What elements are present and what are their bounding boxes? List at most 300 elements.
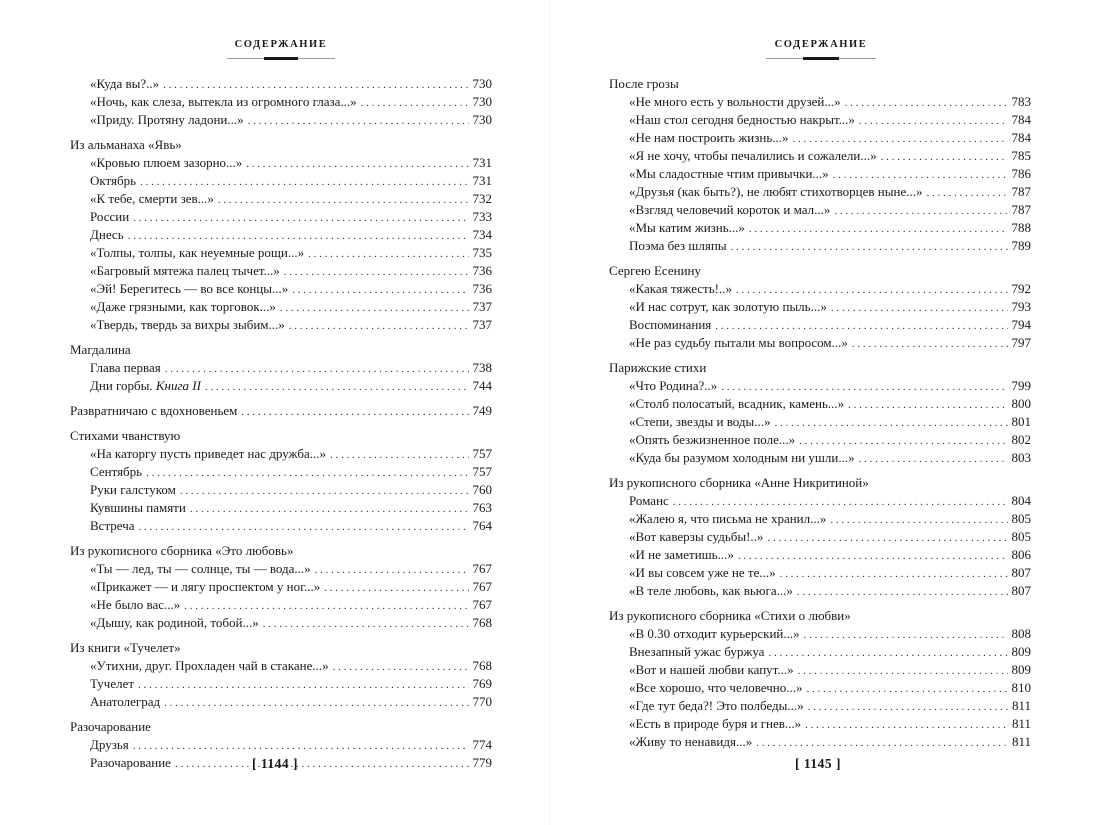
entry-title-text: «К тебе, смерти зев...» (90, 191, 214, 206)
entry-page-number: 792 (1011, 281, 1031, 296)
entry-title (90, 280, 292, 298)
dot-leader (673, 493, 1008, 511)
entry-title-text: «И вы совсем уже не те...» (629, 565, 776, 580)
entry-title (90, 481, 180, 499)
entry-title (90, 754, 175, 772)
dot-leader (738, 547, 1008, 565)
entry-title (629, 413, 774, 431)
entry-title (629, 431, 799, 449)
entry-page-number: 807 (1011, 583, 1031, 598)
entry-title-text: «Есть в природе буря и гнев...» (629, 716, 802, 731)
entry-title (90, 517, 139, 535)
dot-leader (330, 446, 469, 464)
toc-entry (70, 463, 492, 481)
entry-title (90, 614, 263, 632)
entry-title (629, 733, 756, 751)
entry-title-text: «Куда бы разумом холодным ни ушли...» (629, 450, 855, 465)
entry-title-text: Днесь (90, 227, 124, 242)
entry-page-number: 736 (472, 281, 492, 296)
dot-leader (263, 615, 469, 633)
entry-title (629, 564, 780, 582)
entry-page-number: 788 (1011, 220, 1031, 235)
toc-entry (609, 413, 1031, 431)
entry-page-number: 749 (472, 403, 492, 418)
toc-entry (609, 93, 1031, 111)
toc-entry (70, 226, 492, 244)
dot-leader (721, 378, 1007, 396)
entry-page-number: 767 (472, 597, 492, 612)
entry-page-number: 794 (1011, 317, 1031, 332)
toc-entry (609, 334, 1031, 352)
entry-title (629, 395, 848, 413)
entry-title (90, 657, 333, 675)
toc-entry (70, 244, 492, 262)
entry-title (629, 492, 673, 510)
entry-title-text: Сентябрь (90, 464, 143, 479)
entry-title-text: «Толпы, толпы, как неуемные рощи...» (90, 245, 305, 260)
section-heading: Из рукописного сборника «Это любовь» (70, 543, 294, 558)
toc-entry (609, 111, 1031, 129)
entry-title-text: «И нас сотрут, как золотую пыль...» (629, 299, 827, 314)
dot-leader (180, 482, 469, 500)
entry-page-number: 730 (472, 94, 492, 109)
dot-leader (361, 94, 469, 112)
entry-title (629, 643, 768, 661)
entry-title (629, 183, 926, 201)
entry-title-text: «Все хорошо, что человечно...» (629, 680, 803, 695)
dot-leader (248, 112, 469, 130)
entry-title-text: Внезапный ужас буржуа (629, 644, 765, 659)
entry-title (70, 402, 241, 420)
entry-page-number: 764 (472, 518, 492, 533)
entry-page-number: 811 (1011, 716, 1031, 731)
entry-title (90, 316, 289, 334)
entry-page-number: 783 (1011, 94, 1031, 109)
entry-page-number: 737 (472, 299, 492, 314)
entry-title (629, 165, 833, 183)
entry-title-text: «Какая тяжесть!..» (629, 281, 732, 296)
toc-entry (70, 111, 492, 129)
entry-title (629, 111, 859, 129)
dot-leader (926, 184, 1007, 202)
entry-title (90, 93, 361, 111)
toc-section (70, 136, 492, 334)
toc-entry (70, 560, 492, 578)
toc-entry (609, 237, 1031, 255)
toc-entry (70, 402, 492, 420)
entry-title (90, 154, 246, 172)
entry-page-number: 805 (1011, 511, 1031, 526)
toc-entry (70, 596, 492, 614)
entry-page-number: 731 (472, 155, 492, 170)
toc-entry (70, 172, 492, 190)
toc-entry (609, 449, 1031, 467)
entry-title (629, 625, 804, 643)
entry-title-text: «Не много есть у вольности друзей...» (629, 94, 841, 109)
entry-page-number: 802 (1011, 432, 1031, 447)
table-of-contents (609, 75, 1031, 758)
entry-title (90, 578, 324, 596)
dot-leader (190, 500, 469, 518)
entry-page-number: 808 (1011, 626, 1031, 641)
entry-title (629, 661, 798, 679)
toc-section (70, 542, 492, 632)
dot-leader (138, 676, 468, 694)
toc-entry (70, 736, 492, 754)
entry-page-number: 774 (472, 737, 492, 752)
entry-page-number: 786 (1011, 166, 1031, 181)
entry-title-text: «Мы сладостные чтим привычки...» (629, 166, 829, 181)
section-heading: Парижские стихи (609, 360, 707, 375)
dot-leader (175, 755, 469, 773)
entry-title-text: «Не раз судьбу пытали мы вопросом...» (629, 335, 848, 350)
entry-page-number: 785 (1011, 148, 1031, 163)
dot-leader (736, 281, 1008, 299)
dot-leader (284, 263, 469, 281)
entry-page-number: 744 (472, 378, 492, 393)
toc-entry (70, 499, 492, 517)
entry-title (629, 93, 845, 111)
entry-title-text: «Твердь, твердь за вихры зыбим...» (90, 317, 285, 332)
entry-title-text: Разочарование (90, 755, 171, 770)
toc-entry (70, 93, 492, 111)
entry-page-number: 809 (1011, 644, 1031, 659)
entry-title (90, 298, 280, 316)
entry-title (90, 359, 165, 377)
entry-title-text: «Жалею я, что письма не хранил...» (629, 511, 827, 526)
entry-title-text: «В 0.30 отходит курьерский...» (629, 626, 800, 641)
dot-leader (139, 518, 469, 536)
entry-page-number: 779 (472, 755, 492, 770)
entry-title-italic: Книга II (155, 378, 201, 393)
toc-entry (70, 359, 492, 377)
entry-title (629, 528, 767, 546)
entry-title (629, 715, 805, 733)
entry-page-number: 767 (472, 561, 492, 576)
entry-title (90, 693, 164, 711)
entry-title (90, 596, 184, 614)
toc-entry (70, 445, 492, 463)
dot-leader (315, 561, 469, 579)
dot-leader (767, 529, 1007, 547)
entry-title (629, 449, 859, 467)
entry-page-number: 800 (1011, 396, 1031, 411)
entry-title (629, 334, 852, 352)
dot-leader (333, 658, 469, 676)
entry-title-text: «И не заметишь...» (629, 547, 734, 562)
entry-title-text: «Ты — лед, ты — солнце, ты — вода...» (90, 561, 311, 576)
entry-title-text: Дни горбы. (90, 378, 153, 393)
dot-leader (165, 360, 469, 378)
entry-title-text: «Кровью плюем зазорно...» (90, 155, 243, 170)
entry-page-number: 799 (1011, 378, 1031, 393)
dot-leader (218, 191, 469, 209)
toc-entry (70, 693, 492, 711)
dot-leader (852, 335, 1008, 353)
toc-section (609, 359, 1031, 467)
right-page (550, 0, 1100, 825)
entry-title (90, 675, 138, 693)
entry-page-number: 809 (1011, 662, 1031, 677)
dot-leader (146, 464, 468, 482)
toc-entry (609, 546, 1031, 564)
entry-title-text: «Что Родина?..» (629, 378, 718, 393)
entry-title-text: Октябрь (90, 173, 137, 188)
entry-title (629, 280, 736, 298)
entry-page-number: 768 (472, 658, 492, 673)
dot-leader (804, 626, 1008, 644)
toc-entry (609, 582, 1031, 600)
entry-title-text: «Дышу, как родиной, тобой...» (90, 615, 259, 630)
toc-section (609, 262, 1031, 352)
entry-title (629, 582, 797, 600)
entry-title-text: Романс (629, 493, 669, 508)
dot-leader (768, 644, 1007, 662)
entry-title (629, 546, 738, 564)
toc-entry (70, 208, 492, 226)
entry-title-text: Глава первая (90, 360, 161, 375)
entry-page-number: 769 (472, 676, 492, 691)
entry-title-text: Развратничаю с вдохновеньем (70, 403, 238, 418)
toc-entry (609, 643, 1031, 661)
entry-title (629, 219, 749, 237)
toc-entry (70, 657, 492, 675)
entry-page-number: 763 (472, 500, 492, 515)
entry-title-text: «Даже грязными, как торговок...» (90, 299, 276, 314)
toc-entry (609, 219, 1031, 237)
entry-title (90, 208, 133, 226)
entry-title (90, 75, 163, 93)
dot-leader (845, 94, 1008, 112)
entry-page-number: 730 (472, 112, 492, 127)
entry-title-text: «Взгляд человечий короток и мал...» (629, 202, 831, 217)
entry-page-number: 806 (1011, 547, 1031, 562)
running-head: СОДЕРЖАНИЕ (234, 39, 328, 50)
entry-title (90, 172, 140, 190)
entry-page-number: 757 (472, 446, 492, 461)
entry-title-text: «Вот каверзы судьбы!..» (629, 529, 764, 544)
toc-entry (609, 280, 1031, 298)
toc-entry (70, 280, 492, 298)
toc-section (609, 474, 1031, 600)
dot-leader (292, 281, 468, 299)
dot-leader (859, 450, 1008, 468)
dot-leader (128, 227, 469, 245)
entry-page-number: 768 (472, 615, 492, 630)
entry-title (90, 560, 315, 578)
entry-title (629, 129, 793, 147)
entry-title (90, 445, 330, 463)
dot-leader (834, 202, 1007, 220)
toc-section (70, 402, 492, 420)
table-of-contents (70, 75, 492, 779)
dot-leader (308, 245, 468, 263)
entry-page-number: 784 (1011, 112, 1031, 127)
entry-title (629, 147, 881, 165)
entry-title-text: Кувшины памяти (90, 500, 186, 515)
entry-title-text: «Вот и нашей любви капут...» (629, 662, 794, 677)
toc-entry (609, 377, 1031, 395)
toc-section (70, 639, 492, 711)
entry-title-text: «Эй! Берегитесь — во все концы...» (90, 281, 289, 296)
entry-page-number: 804 (1011, 493, 1031, 508)
entry-title-text: «Прикажет — и лягу проспектом у ног...» (90, 579, 321, 594)
toc-entry (609, 395, 1031, 413)
dot-leader (797, 583, 1008, 601)
toc-section (70, 427, 492, 535)
entry-page-number: 797 (1011, 335, 1031, 350)
entry-page-number: 733 (472, 209, 492, 224)
entry-title-text: «Багровый мятежа палец тычет...» (90, 263, 280, 278)
entry-title (629, 377, 721, 395)
toc-section (609, 607, 1031, 751)
entry-page-number: 793 (1011, 299, 1031, 314)
entry-title-text: Встреча (90, 518, 135, 533)
entry-page-number: 801 (1011, 414, 1031, 429)
toc-entry (609, 183, 1031, 201)
entry-page-number: 811 (1011, 698, 1031, 713)
section-heading: Разочарование (70, 719, 151, 734)
entry-title-text: «Где тут беда?! Это полбеды...» (629, 698, 804, 713)
entry-title-text: России (90, 209, 130, 224)
entry-page-number: 757 (472, 464, 492, 479)
dot-leader (831, 299, 1008, 317)
entry-page-number: 736 (472, 263, 492, 278)
entry-page-number: 770 (472, 694, 492, 709)
dot-leader (133, 209, 468, 227)
entry-page-number: 810 (1011, 680, 1031, 695)
entry-title-text: Руки галстуком (90, 482, 176, 497)
entry-page-number: 767 (472, 579, 492, 594)
section-heading: Из альманаха «Явь» (70, 137, 182, 152)
entry-title-text: «Утихни, друг. Прохладен чай в стакане...» (90, 658, 329, 673)
toc-entry (609, 661, 1031, 679)
entry-title (90, 244, 308, 262)
entry-page-number: 737 (472, 317, 492, 332)
toc-entry (609, 679, 1031, 697)
dot-leader (184, 597, 468, 615)
dot-leader (859, 112, 1008, 130)
dot-leader (133, 737, 469, 755)
entry-title (90, 190, 218, 208)
entry-title-text: Друзья (90, 737, 129, 752)
toc-entry (70, 262, 492, 280)
toc-entry (609, 165, 1031, 183)
entry-page-number: 787 (1011, 184, 1031, 199)
toc-entry (609, 733, 1031, 751)
entry-title-text: «Степи, звезды и воды...» (629, 414, 771, 429)
entry-title (90, 463, 146, 481)
entry-title (90, 736, 133, 754)
entry-page-number: 735 (472, 245, 492, 260)
section-heading: Магдалина (70, 342, 131, 357)
entry-page-number: 730 (472, 76, 492, 91)
entry-title (629, 697, 808, 715)
toc-entry (70, 298, 492, 316)
entry-page-number: 803 (1011, 450, 1031, 465)
section-heading: Стихами чванствую (70, 428, 181, 443)
entry-title-text: Анатолеград (90, 694, 161, 709)
toc-entry (609, 201, 1031, 219)
entry-title-text: «В теле любовь, как вьюга...» (629, 583, 793, 598)
toc-entry (609, 147, 1031, 165)
entry-title-text: «Приду. Протяну ладони...» (90, 112, 244, 127)
section-heading: Из книги «Тучелет» (70, 640, 181, 655)
toc-entry (609, 316, 1031, 334)
entry-title (90, 377, 205, 395)
entry-title-text: Поэма без шляпы (629, 238, 727, 253)
dot-leader (830, 511, 1007, 529)
entry-title-text: «Опять безжизненное поле...» (629, 432, 796, 447)
entry-title (629, 298, 831, 316)
dot-leader (246, 155, 468, 173)
dot-leader (806, 680, 1007, 698)
section-heading: Из рукописного сборника «Анне Никритиной» (609, 475, 869, 490)
section-heading: Сергею Есенину (609, 263, 702, 278)
toc-entry (70, 614, 492, 632)
entry-title-text: «Наш стол сегодня бедностью накрыт...» (629, 112, 855, 127)
dot-leader (289, 317, 469, 335)
dot-leader (324, 579, 468, 597)
entry-page-number: 787 (1011, 202, 1031, 217)
entry-page-number: 760 (472, 482, 492, 497)
dot-leader (205, 378, 469, 396)
dot-leader (241, 403, 468, 421)
entry-page-number: 738 (472, 360, 492, 375)
toc-entry (70, 517, 492, 535)
toc-entry (609, 625, 1031, 643)
toc-section (609, 75, 1031, 255)
entry-title (90, 499, 190, 517)
page-number: [ 1144 ] (252, 756, 298, 771)
entry-title (90, 111, 248, 129)
entry-title-text: Воспоминания (629, 317, 712, 332)
toc-entry (609, 697, 1031, 715)
page-number: [ 1145 ] (795, 756, 841, 771)
section-heading: Из рукописного сборника «Стихи о любви» (609, 608, 851, 623)
entry-page-number: 784 (1011, 130, 1031, 145)
head-rule (227, 58, 335, 59)
toc-entry (609, 528, 1031, 546)
toc-entry (70, 675, 492, 693)
dot-leader (798, 662, 1008, 680)
entry-page-number: 731 (472, 173, 492, 188)
dot-leader (163, 76, 468, 94)
head-rule (766, 58, 876, 59)
toc-entry (70, 75, 492, 93)
entry-page-number: 734 (472, 227, 492, 242)
entry-page-number: 807 (1011, 565, 1031, 580)
entry-title-text: «На каторгу пусть приведет нас дружба...» (90, 446, 326, 461)
entry-title-text: «Не нам построить жизнь...» (629, 130, 789, 145)
entry-title-text: «Живу то ненавидя...» (629, 734, 753, 749)
toc-entry (609, 431, 1031, 449)
toc-entry (70, 578, 492, 596)
dot-leader (799, 432, 1007, 450)
dot-leader (774, 414, 1007, 432)
dot-leader (793, 130, 1008, 148)
dot-leader (715, 317, 1007, 335)
dot-leader (808, 698, 1008, 716)
entry-title-text: «Ночь, как слеза, вытекла из огромного глаза...» (90, 94, 357, 109)
entry-title (629, 237, 731, 255)
dot-leader (731, 238, 1008, 256)
entry-title (629, 679, 806, 697)
running-head: СОДЕРЖАНИЕ (774, 39, 868, 50)
toc-entry (609, 510, 1031, 528)
entry-title-text: «Не было вас...» (90, 597, 181, 612)
entry-title (90, 226, 128, 244)
